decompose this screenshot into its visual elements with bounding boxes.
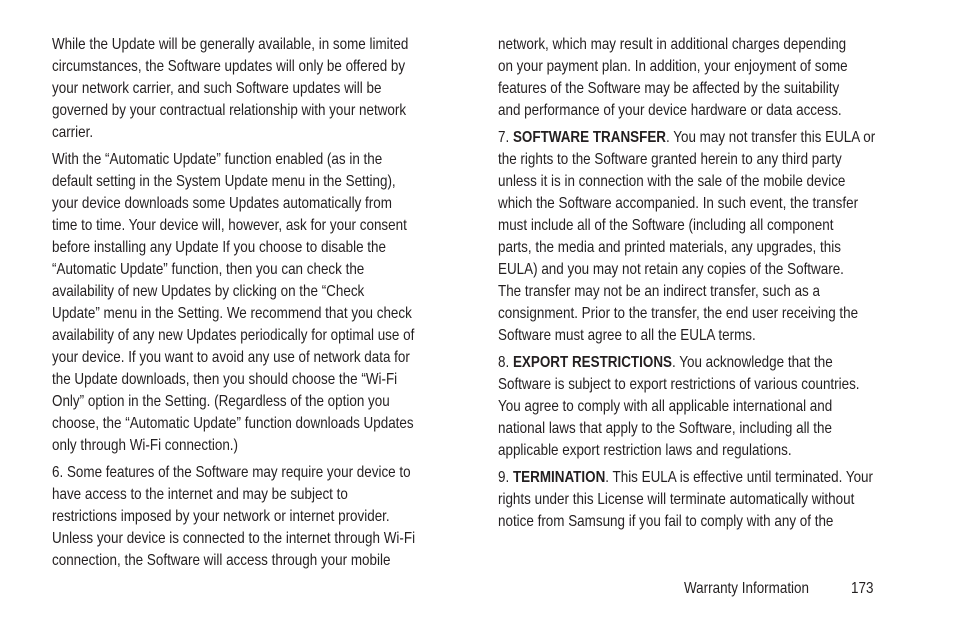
text-line: before installing any Update If you choose to disable the [52, 239, 386, 256]
text-line: 6. Some features of the Software may require your device to [52, 464, 411, 481]
section-heading: EXPORT RESTRICTIONS [512, 354, 673, 371]
text-line: applicable export restriction laws and regulations. [498, 442, 792, 459]
text-line: availability of new Updates by clicking on the “Check [52, 283, 365, 300]
text-line: the rights to the Software granted herein to any third party [498, 151, 842, 168]
paragraph [52, 34, 512, 144]
paragraph [498, 467, 954, 533]
text-line: default setting in the System Update menu in the Setting), [52, 173, 396, 190]
text-line: With the “Automatic Update” function enabled (as in the [52, 151, 383, 168]
text-line: features of the Software may be affected by the suitability [498, 80, 840, 97]
paragraph [498, 352, 954, 462]
text-line: time to time. Your device will, however, ask for your consent [52, 217, 407, 234]
text-line: You agree to comply with all applicable international and [498, 398, 833, 415]
text-line: your device. If you want to avoid any use of network data for [52, 349, 410, 366]
text-line: on your payment plan. In addition, your enjoyment of some [498, 58, 848, 75]
text-segment: . You acknowledge that the [672, 354, 833, 371]
text-line: the Update downloads, then you should choose the “Wi-Fi [52, 371, 398, 388]
text-line: circumstances, the Software updates will only be offered by [52, 58, 406, 75]
text-segment: . You may not transfer this EULA or [666, 129, 876, 146]
paragraph [52, 462, 512, 572]
text-line: Update” menu in the Setting. We recommend that you check [52, 305, 412, 322]
text-line: carrier. [52, 124, 94, 141]
text-line: Unless your device is connected to the internet through Wi-Fi [52, 530, 416, 547]
text-line: and performance of your device hardware or data access. [498, 102, 842, 119]
text-line: notice from Samsung if you fail to comply with any of the [498, 513, 834, 530]
footer-section-title: Warranty Information [684, 580, 809, 597]
page-number: 173 [851, 580, 874, 597]
text-segment: 7. [498, 129, 513, 146]
paragraph [498, 34, 954, 122]
text-segment: . This EULA is effective until terminated. Your [605, 469, 873, 486]
text-line: connection, the Software will access through your mobile [52, 552, 391, 569]
section-heading-line [498, 352, 884, 374]
text-line: unless it is in connection with the sale of the mobile device [498, 173, 846, 190]
text-line: choose, the “Automatic Update” function downloads Updates [52, 415, 414, 432]
text-line: parts, the media and printed materials, any upgrades, this [498, 239, 841, 256]
text-line: availability of any new Updates periodically for optimal use of [52, 327, 415, 344]
text-segment: 9. [498, 469, 513, 486]
text-line: restrictions imposed by your network or internet provider. [52, 508, 390, 525]
text-line: Only” option in the Setting. (Regardless of the option you [52, 393, 390, 410]
text-line: must include all of the Software (including all component [498, 217, 834, 234]
section-heading-line [498, 127, 884, 149]
section-heading: SOFTWARE TRANSFER [512, 129, 667, 146]
text-line: consignment. Prior to the transfer, the end user receiving the [498, 305, 859, 322]
text-line: governed by your contractual relationship with your network [52, 102, 407, 119]
text-line: have access to the internet and may be subject to [52, 486, 348, 503]
text-line: only through Wi-Fi connection.) [52, 437, 239, 454]
paragraph [52, 149, 512, 457]
text-line: While the Update will be generally available, in some limited [52, 36, 409, 53]
text-line: your network carrier, and such Software updates will be [52, 80, 382, 97]
text-line: “Automatic Update” function, then you can check the [52, 261, 365, 278]
text-line: your device downloads some Updates automatically from [52, 195, 392, 212]
text-line: The transfer may not be an indirect transfer, such as a [498, 283, 820, 300]
text-line: Software is subject to export restrictions of various countries. [498, 376, 860, 393]
text-line: rights under this License will terminate automatically without [498, 491, 855, 508]
paragraph [498, 127, 954, 347]
text-line: Software must agree to all the EULA terms. [498, 327, 756, 344]
text-line: which the Software accompanied. In such event, the transfer [498, 195, 859, 212]
text-segment: 8. [498, 354, 513, 371]
text-line: EULA) and you may not retain any copies of the Software. [498, 261, 844, 278]
text-line: network, which may result in additional charges depending [498, 36, 847, 53]
section-heading: TERMINATION [512, 469, 606, 486]
section-heading-line [498, 467, 884, 489]
text-line: national laws that apply to the Software, including all the [498, 420, 832, 437]
